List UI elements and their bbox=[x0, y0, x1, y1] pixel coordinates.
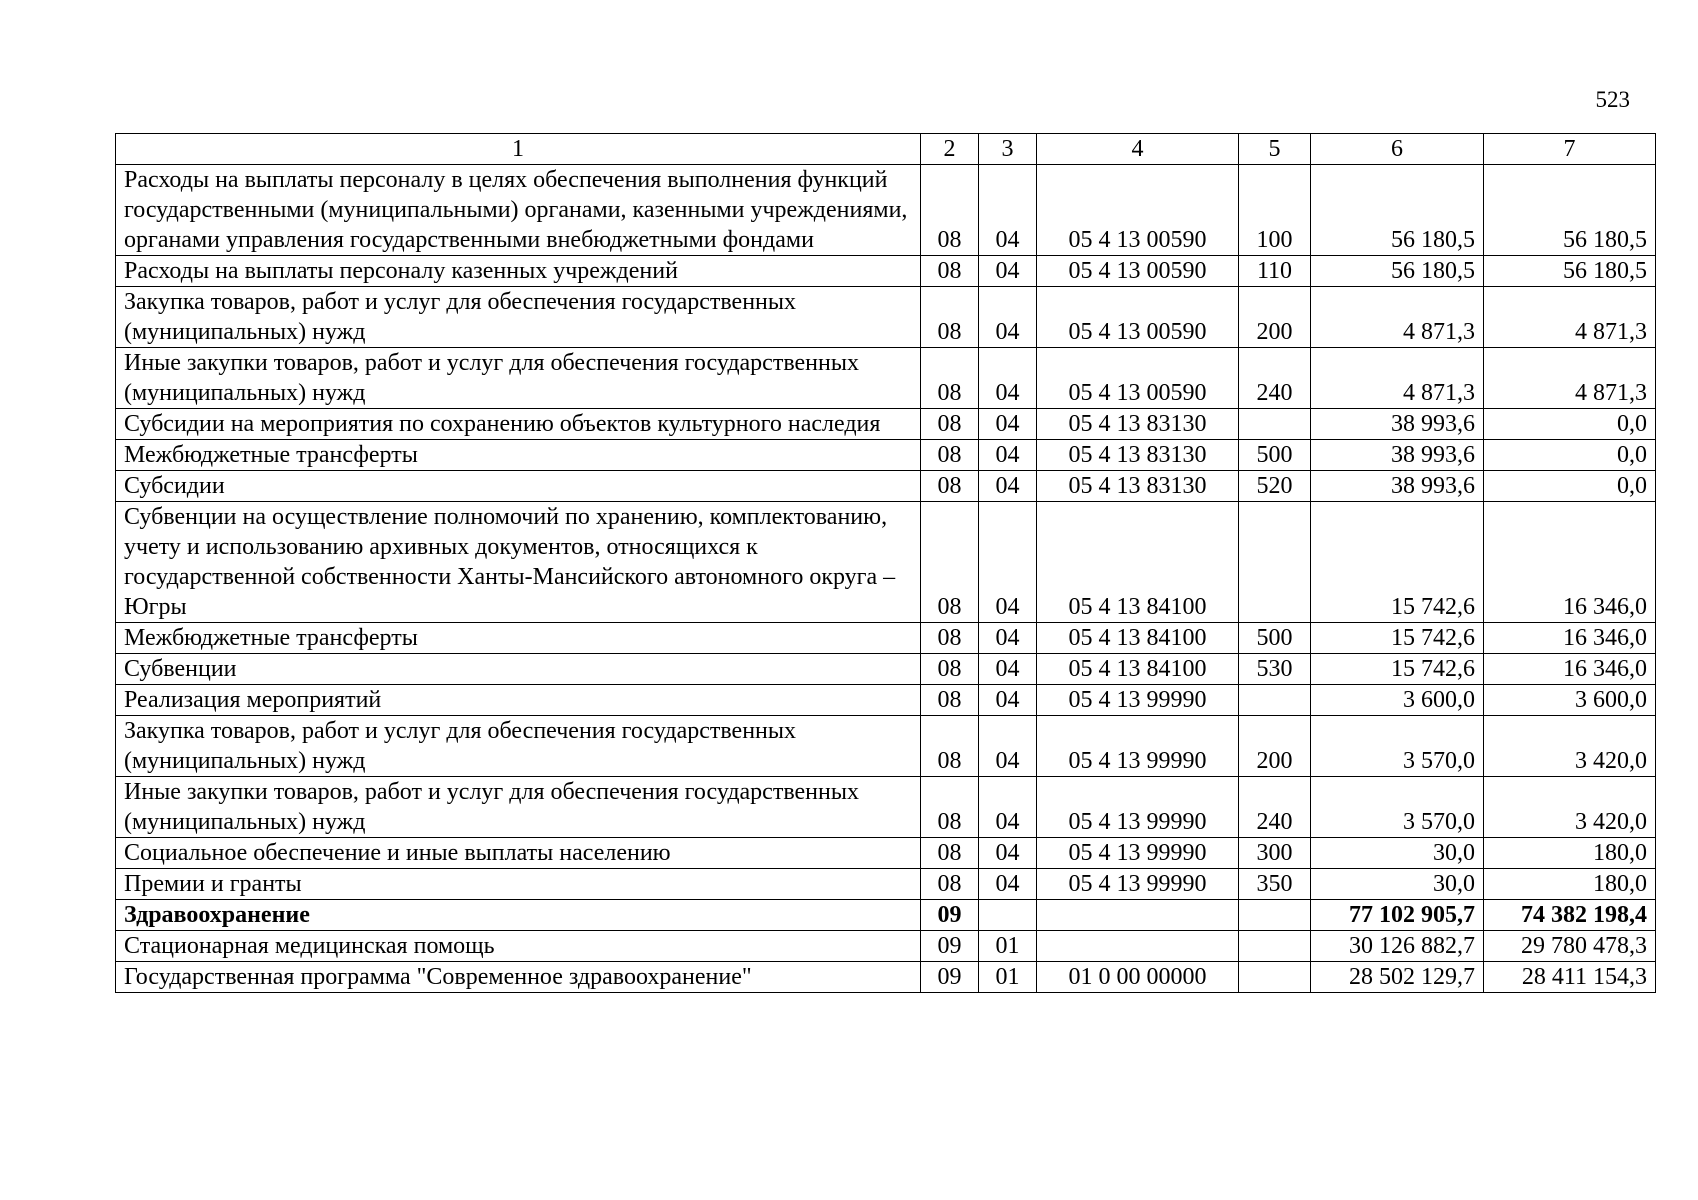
row-section-cell: 08 bbox=[921, 654, 979, 685]
row-subsection-cell: 04 bbox=[979, 777, 1037, 838]
row-subsection-cell: 04 bbox=[979, 287, 1037, 348]
row-subsection-cell: 04 bbox=[979, 440, 1037, 471]
row-target-article-cell: 05 4 13 00590 bbox=[1037, 348, 1239, 409]
row-amount-col6-cell: 15 742,6 bbox=[1311, 623, 1484, 654]
row-section-cell: 08 bbox=[921, 287, 979, 348]
table-row bbox=[116, 502, 1656, 623]
table-row bbox=[116, 623, 1656, 654]
row-expense-type-cell bbox=[1239, 931, 1311, 962]
row-section-cell: 08 bbox=[921, 716, 979, 777]
row-target-article-cell: 05 4 13 00590 bbox=[1037, 287, 1239, 348]
row-expense-type-cell: 500 bbox=[1239, 440, 1311, 471]
row-amount-col6-cell: 77 102 905,7 bbox=[1311, 900, 1484, 931]
row-target-article-cell: 05 4 13 00590 bbox=[1037, 165, 1239, 256]
row-subsection-cell bbox=[979, 900, 1037, 931]
row-name-cell: Государственная программа "Современное здравоохранение" bbox=[116, 962, 921, 993]
row-subsection-cell: 04 bbox=[979, 256, 1037, 287]
table-row bbox=[116, 716, 1656, 777]
row-amount-col7-cell: 0,0 bbox=[1484, 409, 1656, 440]
table-row bbox=[116, 900, 1656, 931]
row-name-cell: Субвенции bbox=[116, 654, 921, 685]
row-name-cell: Межбюджетные трансферты bbox=[116, 623, 921, 654]
row-amount-col7-cell: 4 871,3 bbox=[1484, 287, 1656, 348]
row-amount-col6-cell: 15 742,6 bbox=[1311, 502, 1484, 623]
row-target-article-cell: 05 4 13 00590 bbox=[1037, 256, 1239, 287]
row-section-cell: 08 bbox=[921, 838, 979, 869]
row-section-cell: 09 bbox=[921, 962, 979, 993]
row-expense-type-cell bbox=[1239, 962, 1311, 993]
row-expense-type-cell bbox=[1239, 502, 1311, 623]
row-target-article-cell: 05 4 13 84100 bbox=[1037, 654, 1239, 685]
row-amount-col6-cell: 15 742,6 bbox=[1311, 654, 1484, 685]
row-subsection-cell: 01 bbox=[979, 931, 1037, 962]
row-name-cell: Межбюджетные трансферты bbox=[116, 440, 921, 471]
row-expense-type-cell: 100 bbox=[1239, 165, 1311, 256]
row-amount-col6-cell: 30 126 882,7 bbox=[1311, 931, 1484, 962]
row-target-article-cell: 01 0 00 00000 bbox=[1037, 962, 1239, 993]
row-amount-col7-cell: 180,0 bbox=[1484, 838, 1656, 869]
row-name-cell: Иные закупки товаров, работ и услуг для обеспечения государственных (муниципальных) нужд bbox=[116, 777, 921, 838]
row-amount-col7-cell: 3 600,0 bbox=[1484, 685, 1656, 716]
row-amount-col7-cell: 0,0 bbox=[1484, 471, 1656, 502]
row-amount-col6-cell: 3 600,0 bbox=[1311, 685, 1484, 716]
table-row bbox=[116, 409, 1656, 440]
row-name-cell: Закупка товаров, работ и услуг для обеспечения государственных (муниципальных) нужд bbox=[116, 716, 921, 777]
header-col-6: 6 bbox=[1311, 134, 1484, 165]
table-row bbox=[116, 777, 1656, 838]
table-row bbox=[116, 287, 1656, 348]
row-amount-col7-cell: 4 871,3 bbox=[1484, 348, 1656, 409]
row-target-article-cell bbox=[1037, 931, 1239, 962]
row-name-cell: Субсидии на мероприятия по сохранению объектов культурного наследия bbox=[116, 409, 921, 440]
row-amount-col6-cell: 56 180,5 bbox=[1311, 256, 1484, 287]
table-row bbox=[116, 931, 1656, 962]
row-section-cell: 08 bbox=[921, 869, 979, 900]
row-subsection-cell: 04 bbox=[979, 502, 1037, 623]
table-row bbox=[116, 348, 1656, 409]
row-amount-col7-cell: 29 780 478,3 bbox=[1484, 931, 1656, 962]
row-amount-col7-cell: 3 420,0 bbox=[1484, 777, 1656, 838]
row-target-article-cell: 05 4 13 99990 bbox=[1037, 838, 1239, 869]
header-col-1: 1 bbox=[116, 134, 921, 165]
row-subsection-cell: 04 bbox=[979, 716, 1037, 777]
row-amount-col6-cell: 30,0 bbox=[1311, 869, 1484, 900]
table-row bbox=[116, 869, 1656, 900]
row-name-cell: Расходы на выплаты персоналу казенных учреждений bbox=[116, 256, 921, 287]
table-row bbox=[116, 838, 1656, 869]
row-amount-col7-cell: 16 346,0 bbox=[1484, 623, 1656, 654]
row-expense-type-cell: 520 bbox=[1239, 471, 1311, 502]
row-name-cell: Расходы на выплаты персоналу в целях обеспечения выполнения функций государственными (муниципальными) органами, казенными учреждениями, органами управления государственными внебюджетными фондами bbox=[116, 165, 921, 256]
header-col-2: 2 bbox=[921, 134, 979, 165]
row-name-cell: Иные закупки товаров, работ и услуг для обеспечения государственных (муниципальных) нужд bbox=[116, 348, 921, 409]
row-amount-col6-cell: 56 180,5 bbox=[1311, 165, 1484, 256]
row-target-article-cell: 05 4 13 84100 bbox=[1037, 623, 1239, 654]
row-section-cell: 08 bbox=[921, 777, 979, 838]
row-section-cell: 08 bbox=[921, 440, 979, 471]
row-amount-col7-cell: 3 420,0 bbox=[1484, 716, 1656, 777]
row-name-cell: Премии и гранты bbox=[116, 869, 921, 900]
row-amount-col7-cell: 16 346,0 bbox=[1484, 502, 1656, 623]
row-amount-col6-cell: 30,0 bbox=[1311, 838, 1484, 869]
row-subsection-cell: 04 bbox=[979, 623, 1037, 654]
row-amount-col7-cell: 56 180,5 bbox=[1484, 165, 1656, 256]
row-expense-type-cell: 240 bbox=[1239, 348, 1311, 409]
row-name-cell: Субсидии bbox=[116, 471, 921, 502]
row-section-cell: 09 bbox=[921, 900, 979, 931]
row-amount-col6-cell: 4 871,3 bbox=[1311, 348, 1484, 409]
row-expense-type-cell: 300 bbox=[1239, 838, 1311, 869]
header-col-3: 3 bbox=[979, 134, 1037, 165]
row-amount-col7-cell: 0,0 bbox=[1484, 440, 1656, 471]
row-name-cell: Реализация мероприятий bbox=[116, 685, 921, 716]
row-subsection-cell: 04 bbox=[979, 654, 1037, 685]
row-target-article-cell bbox=[1037, 900, 1239, 931]
row-target-article-cell: 05 4 13 83130 bbox=[1037, 440, 1239, 471]
row-amount-col7-cell: 16 346,0 bbox=[1484, 654, 1656, 685]
row-expense-type-cell: 200 bbox=[1239, 287, 1311, 348]
row-expense-type-cell bbox=[1239, 900, 1311, 931]
row-expense-type-cell: 530 bbox=[1239, 654, 1311, 685]
row-expense-type-cell: 240 bbox=[1239, 777, 1311, 838]
row-section-cell: 09 bbox=[921, 931, 979, 962]
row-section-cell: 08 bbox=[921, 471, 979, 502]
row-target-article-cell: 05 4 13 99990 bbox=[1037, 777, 1239, 838]
row-section-cell: 08 bbox=[921, 623, 979, 654]
row-amount-col6-cell: 3 570,0 bbox=[1311, 716, 1484, 777]
row-amount-col6-cell: 3 570,0 bbox=[1311, 777, 1484, 838]
row-section-cell: 08 bbox=[921, 409, 979, 440]
row-subsection-cell: 04 bbox=[979, 685, 1037, 716]
row-subsection-cell: 04 bbox=[979, 838, 1037, 869]
row-expense-type-cell bbox=[1239, 409, 1311, 440]
row-amount-col6-cell: 28 502 129,7 bbox=[1311, 962, 1484, 993]
row-expense-type-cell bbox=[1239, 685, 1311, 716]
row-amount-col6-cell: 38 993,6 bbox=[1311, 409, 1484, 440]
row-target-article-cell: 05 4 13 84100 bbox=[1037, 502, 1239, 623]
header-col-5: 5 bbox=[1239, 134, 1311, 165]
row-target-article-cell: 05 4 13 83130 bbox=[1037, 409, 1239, 440]
table-row bbox=[116, 654, 1656, 685]
row-expense-type-cell: 110 bbox=[1239, 256, 1311, 287]
row-amount-col7-cell: 28 411 154,3 bbox=[1484, 962, 1656, 993]
row-target-article-cell: 05 4 13 99990 bbox=[1037, 869, 1239, 900]
table-row bbox=[116, 685, 1656, 716]
header-col-7: 7 bbox=[1484, 134, 1656, 165]
table-row bbox=[116, 440, 1656, 471]
row-section-cell: 08 bbox=[921, 256, 979, 287]
row-name-cell: Здравоохранение bbox=[116, 900, 921, 931]
row-amount-col6-cell: 38 993,6 bbox=[1311, 440, 1484, 471]
table-row bbox=[116, 962, 1656, 993]
row-section-cell: 08 bbox=[921, 685, 979, 716]
row-expense-type-cell: 200 bbox=[1239, 716, 1311, 777]
row-subsection-cell: 04 bbox=[979, 471, 1037, 502]
row-name-cell: Закупка товаров, работ и услуг для обеспечения государственных (муниципальных) нужд bbox=[116, 287, 921, 348]
row-section-cell: 08 bbox=[921, 165, 979, 256]
row-subsection-cell: 04 bbox=[979, 348, 1037, 409]
row-amount-col7-cell: 180,0 bbox=[1484, 869, 1656, 900]
table-row bbox=[116, 165, 1656, 256]
header-col-4: 4 bbox=[1037, 134, 1239, 165]
row-name-cell: Субвенции на осуществление полномочий по хранению, комплектованию, учету и использованию архивных документов, относящихся к государственной собственности Ханты-Мансийского автономного округа – Югры bbox=[116, 502, 921, 623]
table-header-row bbox=[116, 134, 1656, 165]
table-body bbox=[116, 165, 1656, 993]
budget-table bbox=[115, 133, 1656, 993]
row-subsection-cell: 04 bbox=[979, 409, 1037, 440]
row-expense-type-cell: 350 bbox=[1239, 869, 1311, 900]
row-section-cell: 08 bbox=[921, 348, 979, 409]
row-amount-col6-cell: 4 871,3 bbox=[1311, 287, 1484, 348]
row-target-article-cell: 05 4 13 83130 bbox=[1037, 471, 1239, 502]
row-amount-col7-cell: 56 180,5 bbox=[1484, 256, 1656, 287]
row-name-cell: Стационарная медицинская помощь bbox=[116, 931, 921, 962]
page-number: 523 bbox=[1595, 87, 1630, 112]
row-name-cell: Социальное обеспечение и иные выплаты населению bbox=[116, 838, 921, 869]
row-subsection-cell: 04 bbox=[979, 869, 1037, 900]
row-subsection-cell: 01 bbox=[979, 962, 1037, 993]
row-amount-col6-cell: 38 993,6 bbox=[1311, 471, 1484, 502]
row-subsection-cell: 04 bbox=[979, 165, 1037, 256]
table-row bbox=[116, 471, 1656, 502]
row-target-article-cell: 05 4 13 99990 bbox=[1037, 685, 1239, 716]
table-row bbox=[116, 256, 1656, 287]
row-amount-col7-cell: 74 382 198,4 bbox=[1484, 900, 1656, 931]
row-section-cell: 08 bbox=[921, 502, 979, 623]
row-expense-type-cell: 500 bbox=[1239, 623, 1311, 654]
row-target-article-cell: 05 4 13 99990 bbox=[1037, 716, 1239, 777]
